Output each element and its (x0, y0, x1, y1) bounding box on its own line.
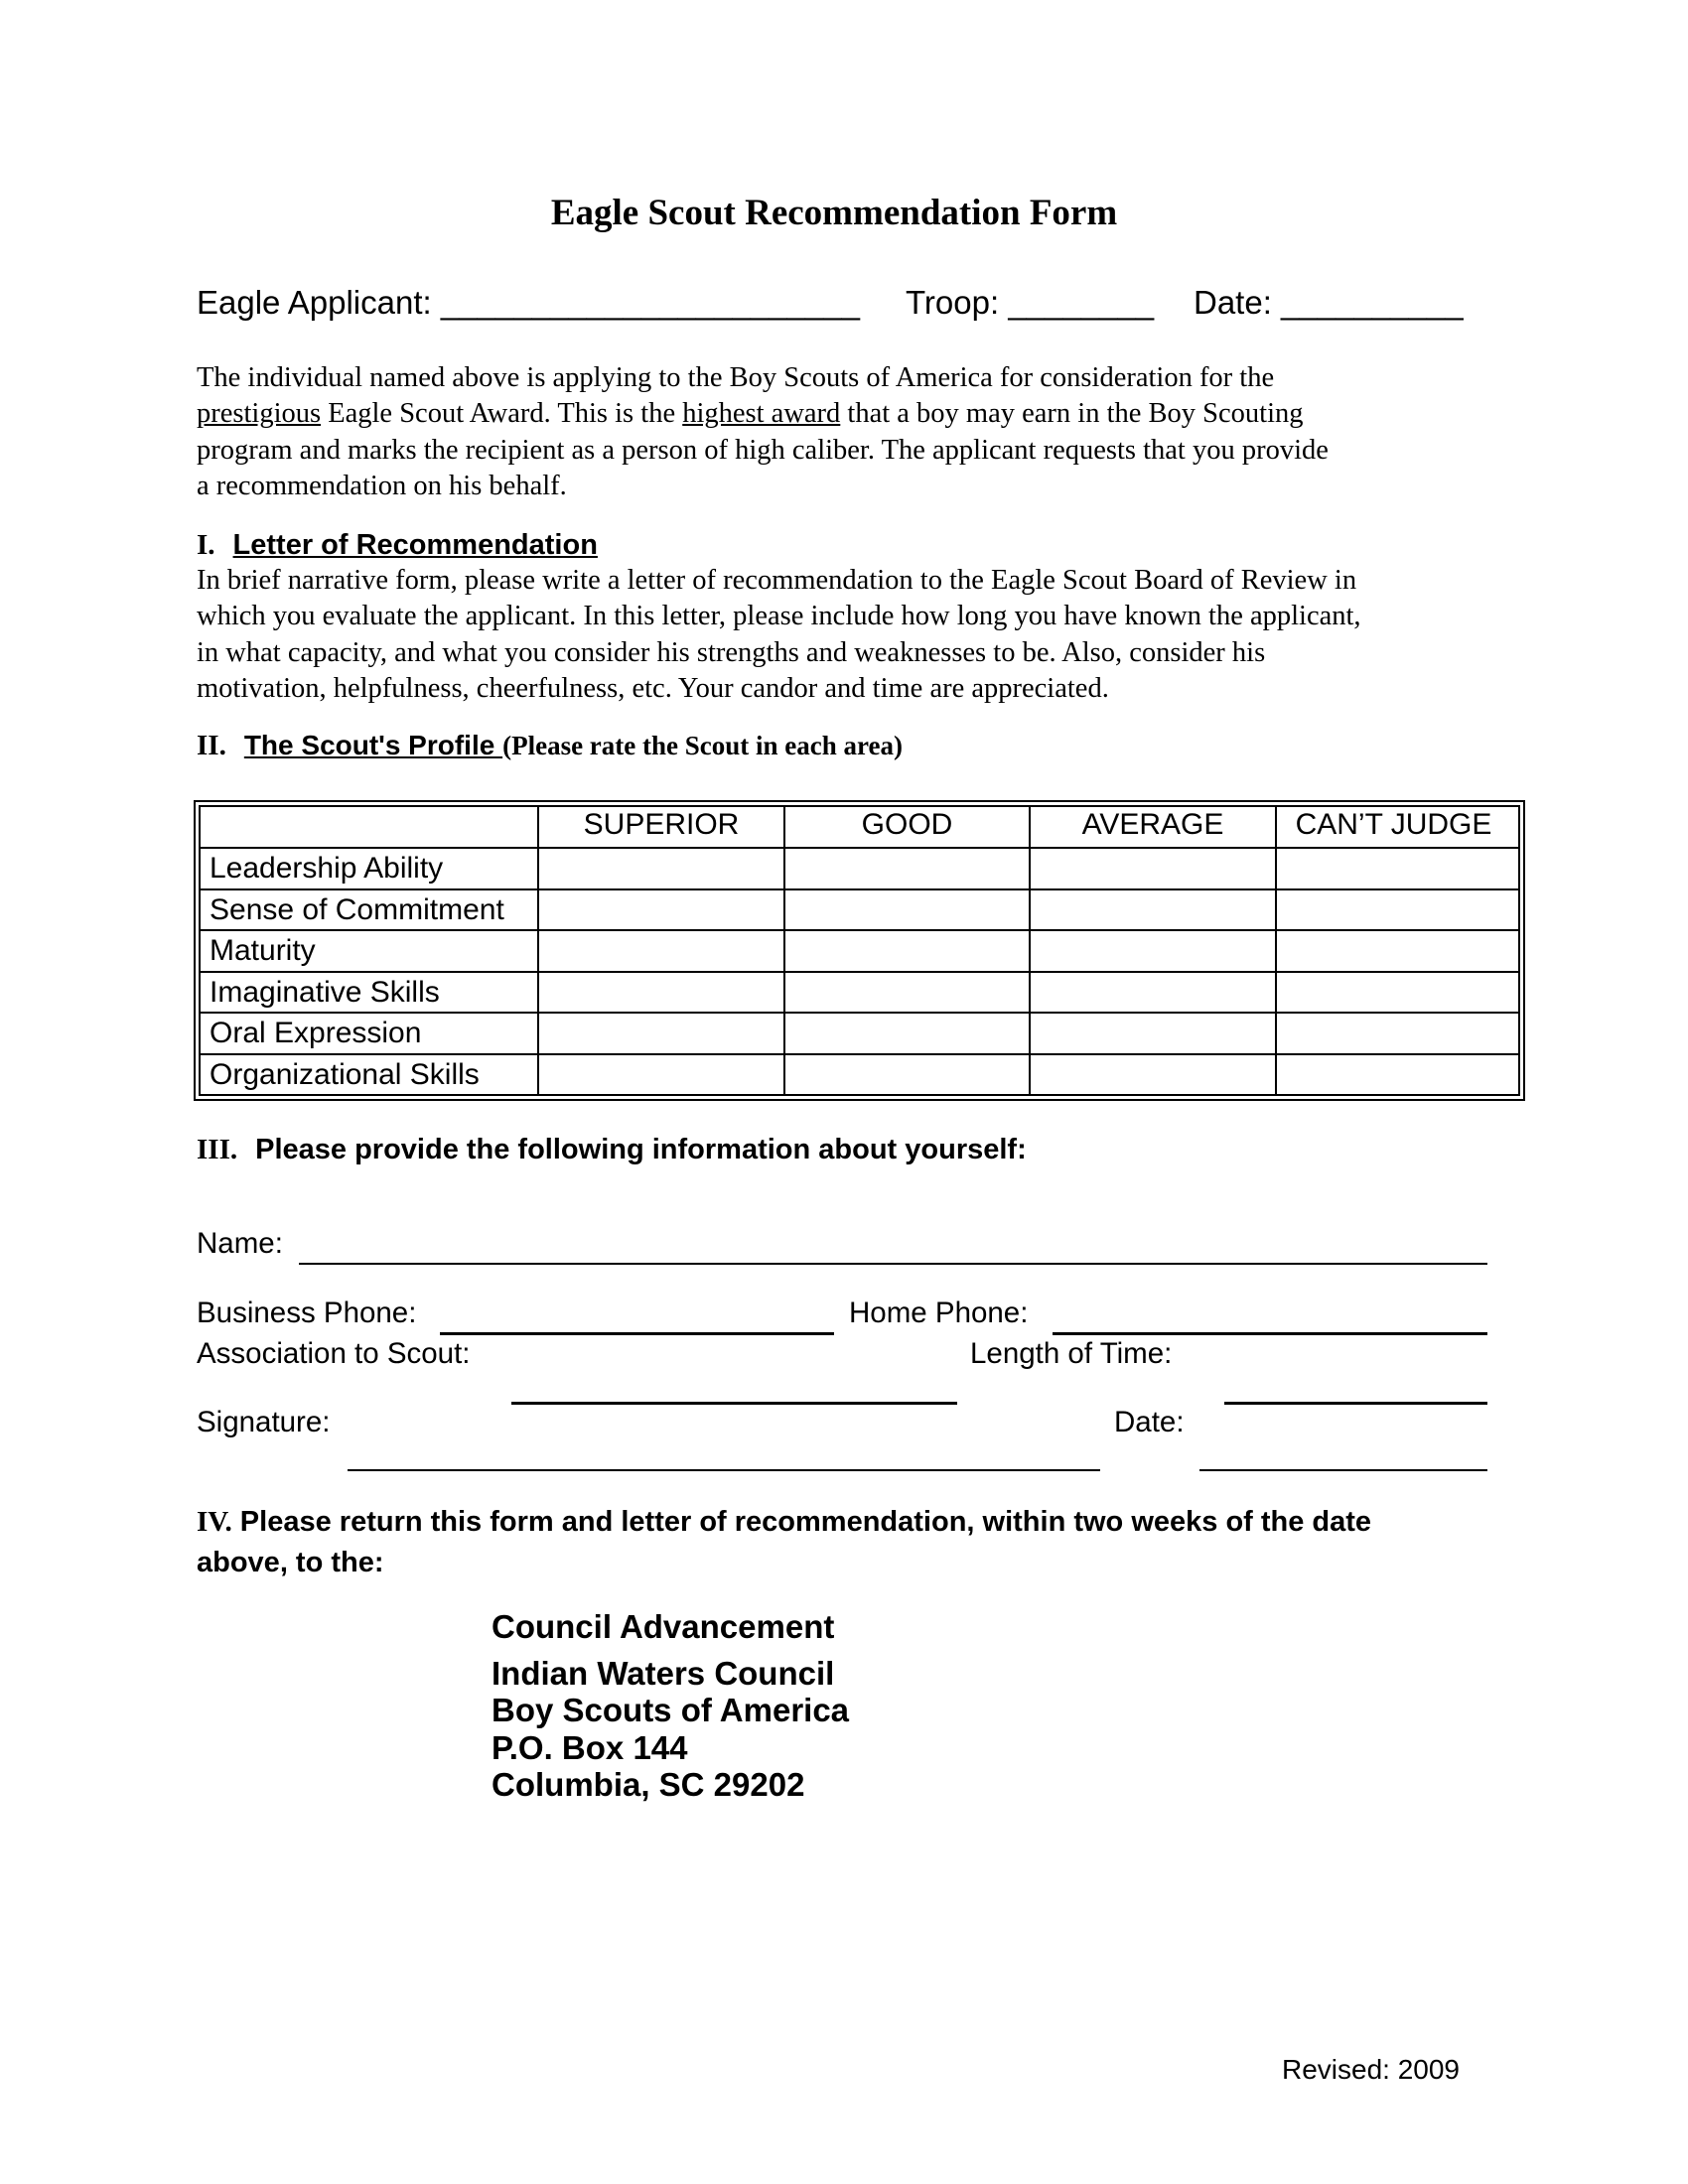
rating-table (194, 800, 1525, 1101)
association-line[interactable] (511, 1402, 957, 1405)
intro-line: a recommendation on his behalf. (197, 470, 567, 501)
rating-cell[interactable] (539, 890, 783, 929)
header-date-label: Date: (1194, 284, 1272, 321)
row-label-leadership-ability: Leadership Ability (210, 852, 444, 885)
troop-label: Troop: (906, 284, 1000, 321)
name-label: Name: (197, 1227, 283, 1260)
eagle-applicant-label: Eagle Applicant: (197, 284, 432, 321)
address-line-organization: Boy Scouts of America (492, 1692, 850, 1728)
rating-cell[interactable] (785, 1055, 1029, 1094)
header-date-blank[interactable]: __________ (1281, 284, 1464, 321)
section-1-line: In brief narrative form, please write a letter of recommendation to the Eagle Scout Board of Review in (197, 565, 1357, 596)
name-line[interactable] (299, 1263, 1487, 1265)
row-label-oral-expression: Oral Expression (210, 1017, 422, 1049)
section-3-heading (197, 1134, 1027, 1166)
association-label: Association to Scout: (197, 1337, 471, 1370)
signature-label: Signature: (197, 1406, 331, 1438)
rating-cell[interactable] (1277, 1014, 1518, 1053)
address-line-city-state-zip: Columbia, SC 29202 (492, 1766, 805, 1803)
address-line-po-box: P.O. Box 144 (492, 1729, 688, 1766)
section-2-number: II. (197, 730, 226, 761)
intro-line (197, 396, 1329, 432)
address-line-council-advancement: Council Advancement (492, 1608, 835, 1645)
section-4-text: Please return this form and letter of recommendation, within two weeks of the date (231, 1506, 1372, 1538)
rating-cell[interactable] (1277, 931, 1518, 971)
troop-blank[interactable]: ________ (1008, 284, 1155, 321)
rating-cell[interactable] (1031, 931, 1275, 971)
length-of-time-label: Length of Time: (970, 1337, 1173, 1370)
troop-field[interactable] (906, 284, 1154, 322)
rating-cell[interactable] (785, 931, 1029, 971)
rating-cell[interactable] (539, 1055, 783, 1094)
section-1-paragraph (197, 563, 1361, 707)
rating-cell[interactable] (785, 849, 1029, 888)
header-date-field[interactable] (1194, 284, 1464, 322)
row-label-sense-of-commitment: Sense of Commitment (210, 893, 504, 926)
section-4-number: IV. (197, 1506, 232, 1538)
page-title: Eagle Scout Recommendation Form (550, 193, 1118, 233)
business-phone-line[interactable] (440, 1332, 834, 1335)
section-1-line: in what capacity, and what you consider his strengths and weaknesses to be. Also, consider his (197, 636, 1266, 668)
intro-line: program and marks the recipient as a person of high caliber. The applicant requests that you provide (197, 434, 1329, 466)
eagle-applicant-blank[interactable]: _______________________ (440, 284, 860, 321)
column-header-cant-judge: CAN’T JUDGE (1295, 808, 1492, 841)
section-1-number: I. (197, 529, 215, 561)
rating-cell[interactable] (1277, 1055, 1518, 1094)
intro-line: The individual named above is applying to the Boy Scouts of America for consideration for the (197, 362, 1275, 393)
rating-cell[interactable] (1031, 849, 1275, 888)
section-1-heading (197, 529, 598, 562)
rating-cell[interactable] (539, 931, 783, 971)
row-label-maturity: Maturity (210, 934, 316, 967)
row-label-organizational-skills: Organizational Skills (210, 1058, 480, 1091)
intro-paragraph (197, 360, 1329, 504)
revised-note: Revised: 2009 (1282, 2054, 1461, 2085)
rating-cell[interactable] (785, 1014, 1029, 1053)
section-2-title: The Scout's Profile (243, 730, 503, 760)
section-1-title: Letter of Recommendation (232, 529, 598, 561)
row-label-imaginative-skills: Imaginative Skills (210, 976, 440, 1009)
rating-cell[interactable] (785, 890, 1029, 929)
intro-text: that a boy may earn in the Boy Scouting (840, 398, 1304, 430)
rating-cell[interactable] (1031, 1014, 1275, 1053)
column-header-average: AVERAGE (1081, 808, 1224, 841)
address-line-council-name: Indian Waters Council (492, 1655, 835, 1692)
rating-cell[interactable] (539, 849, 783, 888)
section-3-number: III. (197, 1134, 238, 1165)
rating-cell[interactable] (1277, 973, 1518, 1012)
length-of-time-line[interactable] (1224, 1402, 1487, 1405)
rating-cell[interactable] (539, 973, 783, 1012)
intro-text: Eagle Scout Award. This is the (321, 398, 683, 430)
home-phone-line[interactable] (1053, 1332, 1487, 1335)
business-phone-label: Business Phone: (197, 1297, 417, 1329)
intro-emphasis-prestigious: prestigious (197, 398, 322, 430)
home-phone-label: Home Phone: (849, 1297, 1029, 1329)
rating-cell[interactable] (1031, 890, 1275, 929)
section-2-subtitle: (Please rate the Scout in each area) (502, 731, 903, 760)
rating-cell[interactable] (785, 973, 1029, 1012)
intro-emphasis-highest-award: highest award (682, 398, 841, 430)
signature-date-line[interactable] (1199, 1469, 1487, 1471)
column-header-superior: SUPERIOR (583, 808, 740, 841)
section-4-heading (197, 1506, 1371, 1539)
signature-date-label: Date: (1114, 1406, 1185, 1438)
section-2-heading (197, 730, 903, 762)
section-1-line: motivation, helpfulness, cheerfulness, etc. Your candor and time are appreciated. (197, 672, 1109, 704)
section-1-line: which you evaluate the applicant. In this letter, please include how long you have known the applicant, (197, 601, 1361, 632)
eagle-applicant-field[interactable] (197, 284, 860, 322)
rating-cell[interactable] (539, 1014, 783, 1053)
rating-cell[interactable] (1277, 849, 1518, 888)
rating-cell[interactable] (1031, 1055, 1275, 1094)
rating-cell[interactable] (1277, 890, 1518, 929)
column-header-good: GOOD (861, 808, 953, 841)
rating-cell[interactable] (1031, 973, 1275, 1012)
section-4-text-continued: above, to the: (197, 1547, 384, 1578)
signature-line[interactable] (348, 1469, 1100, 1471)
section-3-title: Please provide the following information about yourself: (255, 1134, 1027, 1165)
